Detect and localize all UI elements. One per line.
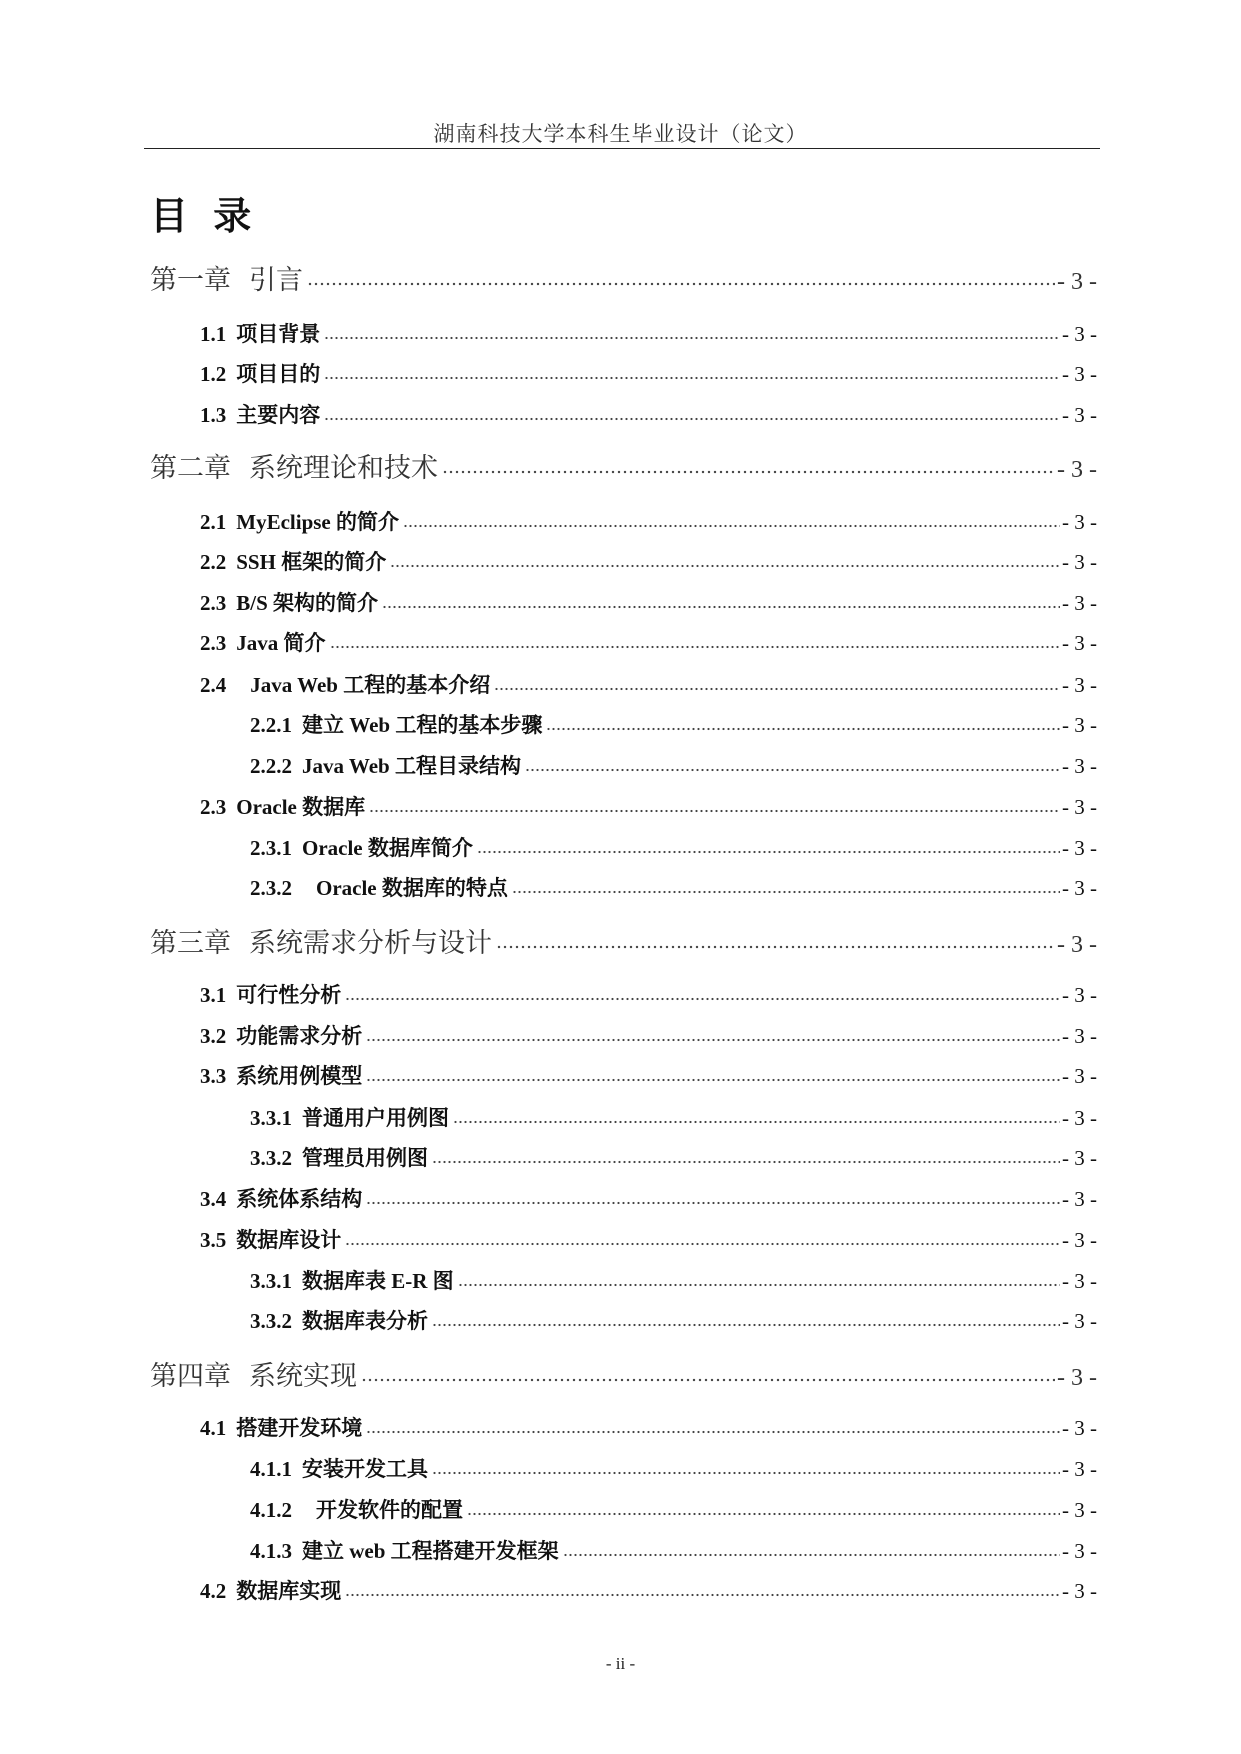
toc-entry-title: 数据库设计 <box>236 1228 342 1252</box>
toc-entry-title: 系统需求分析与设计 <box>249 928 492 959</box>
toc-entry-page: - 3 - <box>1062 1228 1097 1252</box>
toc-section-entry <box>200 627 1097 654</box>
toc-entry-number: 第一章 <box>150 265 231 296</box>
toc-entry-title: 数据库实现 <box>236 1579 342 1603</box>
toc-section-entry <box>200 1412 1097 1439</box>
toc-entry-page: - 3 - <box>1062 403 1097 427</box>
toc-entry-title: 系统实现 <box>249 1361 357 1392</box>
toc-section-entry <box>200 358 1097 385</box>
toc-entry-number: 1.2 <box>200 362 227 386</box>
toc-entry-number: 3.5 <box>200 1228 227 1252</box>
toc-subsection-entry <box>250 1453 1097 1480</box>
toc-entry-page: - 3 - <box>1062 1146 1097 1170</box>
toc-entry-number: 2.2.2 <box>250 754 292 778</box>
toc-section-entry <box>200 546 1097 573</box>
toc-subsection-entry <box>250 1535 1097 1562</box>
toc-entry-page: - 3 - <box>1062 1187 1097 1211</box>
dot-leader <box>324 318 1060 345</box>
toc-section-entry <box>200 318 1097 345</box>
toc-subsection-entry <box>250 1494 1097 1521</box>
dot-leader <box>366 1020 1060 1047</box>
header-rule <box>144 148 1100 149</box>
toc-entry-number: 2.4 <box>200 673 227 697</box>
toc-section-entry <box>200 791 1097 818</box>
toc-section-entry <box>200 1183 1097 1210</box>
toc-entry-page: - 3 - <box>1062 876 1097 900</box>
toc-entry-number: 2.3 <box>200 631 227 655</box>
dot-leader <box>496 921 1055 955</box>
dot-leader <box>442 446 1055 480</box>
toc-entry-page: - 3 - <box>1062 362 1097 386</box>
dot-leader <box>345 1224 1060 1251</box>
toc-entry-number: 2.3 <box>200 591 227 615</box>
toc-entry-page: - 3 - <box>1062 591 1097 615</box>
toc-entry-number: 2.2.1 <box>250 713 292 737</box>
toc-entry-page: - 3 - <box>1062 510 1097 534</box>
page-number: - ii - <box>605 1654 636 1673</box>
toc-entry-number: 第二章 <box>150 453 231 484</box>
toc-entry-title: 开发软件的配置 <box>316 1498 463 1522</box>
toc-entry-number: 2.3.2 <box>250 876 292 900</box>
dot-leader <box>432 1142 1060 1169</box>
toc-entry-page: - 3 - <box>1062 1416 1097 1440</box>
dot-leader <box>324 358 1060 385</box>
dot-leader <box>453 1102 1060 1129</box>
toc-entry-title: 可行性分析 <box>236 983 342 1007</box>
toc-section-entry <box>200 979 1097 1006</box>
toc-entry-number: 3.3.2 <box>250 1146 292 1170</box>
toc-entry-title: 普通用户用例图 <box>302 1106 449 1130</box>
toc-entry-page: - 3 - <box>1062 1309 1097 1333</box>
dot-leader <box>382 587 1060 614</box>
toc-section-entry <box>200 1020 1097 1047</box>
dot-leader <box>512 872 1060 899</box>
toc-entry-page: - 3 - <box>1062 754 1097 778</box>
toc-entry-number: 3.3.1 <box>250 1106 292 1130</box>
toc-entry-title: 项目目的 <box>236 362 321 386</box>
toc-entry-title: Oracle 数据库简介 <box>302 836 473 860</box>
dot-leader <box>390 546 1060 573</box>
toc-entry-number: 4.1.2 <box>250 1498 292 1522</box>
toc-entry-page: - 3 - <box>1062 673 1097 697</box>
toc-entry-page: - 3 - <box>1057 457 1097 483</box>
toc-entry-page: - 3 - <box>1057 1365 1097 1391</box>
toc-entry-title: 建立 web 工程搭建开发框架 <box>302 1539 559 1563</box>
toc-chapter-entry <box>150 921 1097 959</box>
toc-entry-number: 4.2 <box>200 1579 227 1603</box>
toc-entry-title: 系统用例模型 <box>236 1064 363 1088</box>
toc-chapter-entry <box>150 258 1097 296</box>
toc-entry-number: 1.3 <box>200 403 227 427</box>
toc-subsection-entry <box>250 832 1097 859</box>
dot-leader <box>361 1354 1055 1388</box>
toc-subsection-entry <box>250 750 1097 777</box>
toc-subsection-entry <box>250 1142 1097 1169</box>
toc-entry-page: - 3 - <box>1062 795 1097 819</box>
toc-entry-title: SSH 框架的简介 <box>236 550 387 574</box>
toc-entry-number: 3.1 <box>200 983 227 1007</box>
toc-subsection-entry <box>250 872 1097 899</box>
toc-entry-number: 3.3.1 <box>250 1269 292 1293</box>
toc-entry-title: Java Web 工程的基本介绍 <box>250 673 491 697</box>
toc-entry-title: 建立 Web 工程的基本步骤 <box>302 713 543 737</box>
dot-leader <box>366 1183 1060 1210</box>
toc-entry-page: - 3 - <box>1062 1269 1097 1293</box>
toc-entry-title: 搭建开发环境 <box>236 1416 363 1440</box>
toc-entry-number: 1.1 <box>200 322 227 346</box>
toc-entry-title: 项目背景 <box>236 322 321 346</box>
toc-entry-number: 2.2 <box>200 550 227 574</box>
dot-leader <box>345 979 1060 1006</box>
toc-subsection-entry <box>250 1265 1097 1292</box>
toc-title: 目 录 <box>150 194 258 238</box>
toc-entry-title: 安装开发工具 <box>302 1457 428 1481</box>
toc-section-entry <box>200 1224 1097 1251</box>
toc-entry-title: Java 简介 <box>236 631 326 655</box>
toc-entry-number: 3.2 <box>200 1024 227 1048</box>
toc-entry-number: 4.1 <box>200 1416 227 1440</box>
dot-leader <box>366 1412 1060 1439</box>
dot-leader <box>330 627 1061 654</box>
toc-entry-page: - 3 - <box>1062 1498 1097 1522</box>
toc-entry-page: - 3 - <box>1062 631 1097 655</box>
toc-entry-page: - 3 - <box>1057 269 1097 295</box>
toc-entry-title: 数据库表 E-R 图 <box>302 1269 454 1293</box>
toc-entry-number: 4.1.3 <box>250 1539 292 1563</box>
dot-leader <box>366 1060 1060 1087</box>
dot-leader <box>477 832 1060 859</box>
toc-entry-page: - 3 - <box>1062 1539 1097 1563</box>
toc-section-entry <box>200 587 1097 614</box>
toc-subsection-entry <box>250 709 1097 736</box>
toc-entry-number: 3.4 <box>200 1187 227 1211</box>
toc-entry-page: - 3 - <box>1062 836 1097 860</box>
toc-section-entry <box>200 1575 1097 1602</box>
toc-entry-number: 2.3.1 <box>250 836 292 860</box>
running-header: 湖南科技大学本科生毕业设计（论文） <box>433 122 808 146</box>
toc-entry-title: 系统体系结构 <box>236 1187 363 1211</box>
toc-entry-page: - 3 - <box>1062 1579 1097 1603</box>
dot-leader <box>324 399 1060 426</box>
toc-entry-page: - 3 - <box>1062 713 1097 737</box>
toc-entry-title: 系统理论和技术 <box>249 453 438 484</box>
dot-leader <box>432 1453 1060 1480</box>
toc-entry-number: 3.3.2 <box>250 1309 292 1333</box>
dot-leader <box>525 750 1060 777</box>
dot-leader <box>345 1575 1060 1602</box>
toc-entry-number: 2.3 <box>200 795 227 819</box>
toc-entry-title: 功能需求分析 <box>236 1024 363 1048</box>
toc-entry-title: MyEclipse 的简介 <box>236 510 399 534</box>
toc-section-entry <box>200 1060 1097 1087</box>
dot-leader <box>494 669 1060 696</box>
dot-leader <box>432 1305 1060 1332</box>
toc-entry-title: 主要内容 <box>236 403 321 427</box>
toc-entry-page: - 3 - <box>1062 1106 1097 1130</box>
dot-leader <box>403 506 1060 533</box>
toc-section-entry <box>200 669 1097 696</box>
toc-entry-page: - 3 - <box>1062 1457 1097 1481</box>
dot-leader <box>563 1535 1060 1562</box>
toc-entry-number: 第三章 <box>150 928 231 959</box>
dot-leader <box>369 791 1060 818</box>
toc-entry-number: 4.1.1 <box>250 1457 292 1481</box>
toc-entry-title: 数据库表分析 <box>302 1309 428 1333</box>
toc-entry-page: - 3 - <box>1057 932 1097 958</box>
toc-entry-title: 管理员用例图 <box>302 1146 428 1170</box>
toc-entry-number: 2.1 <box>200 510 227 534</box>
toc-entry-page: - 3 - <box>1062 1064 1097 1088</box>
toc-entry-title: Oracle 数据库的特点 <box>316 876 508 900</box>
toc-chapter-entry <box>150 1354 1097 1392</box>
toc-entry-number: 3.3 <box>200 1064 227 1088</box>
toc-entry-page: - 3 - <box>1062 550 1097 574</box>
dot-leader <box>307 258 1055 292</box>
toc-subsection-entry <box>250 1102 1097 1129</box>
toc-entry-page: - 3 - <box>1062 322 1097 346</box>
dot-leader <box>467 1494 1060 1521</box>
toc-entry-number: 第四章 <box>150 1361 231 1392</box>
toc-entry-page: - 3 - <box>1062 1024 1097 1048</box>
toc-subsection-entry <box>250 1305 1097 1332</box>
dot-leader <box>546 709 1060 736</box>
dot-leader <box>458 1265 1060 1292</box>
toc-section-entry <box>200 399 1097 426</box>
toc-section-entry <box>200 506 1097 533</box>
toc-entry-title: Oracle 数据库 <box>236 795 366 819</box>
toc-entry-title: B/S 架构的简介 <box>236 591 379 615</box>
toc-entry-title: 引言 <box>249 265 303 296</box>
toc-entry-title: Java Web 工程目录结构 <box>302 754 521 778</box>
toc-entry-page: - 3 - <box>1062 983 1097 1007</box>
toc-chapter-entry <box>150 446 1097 484</box>
